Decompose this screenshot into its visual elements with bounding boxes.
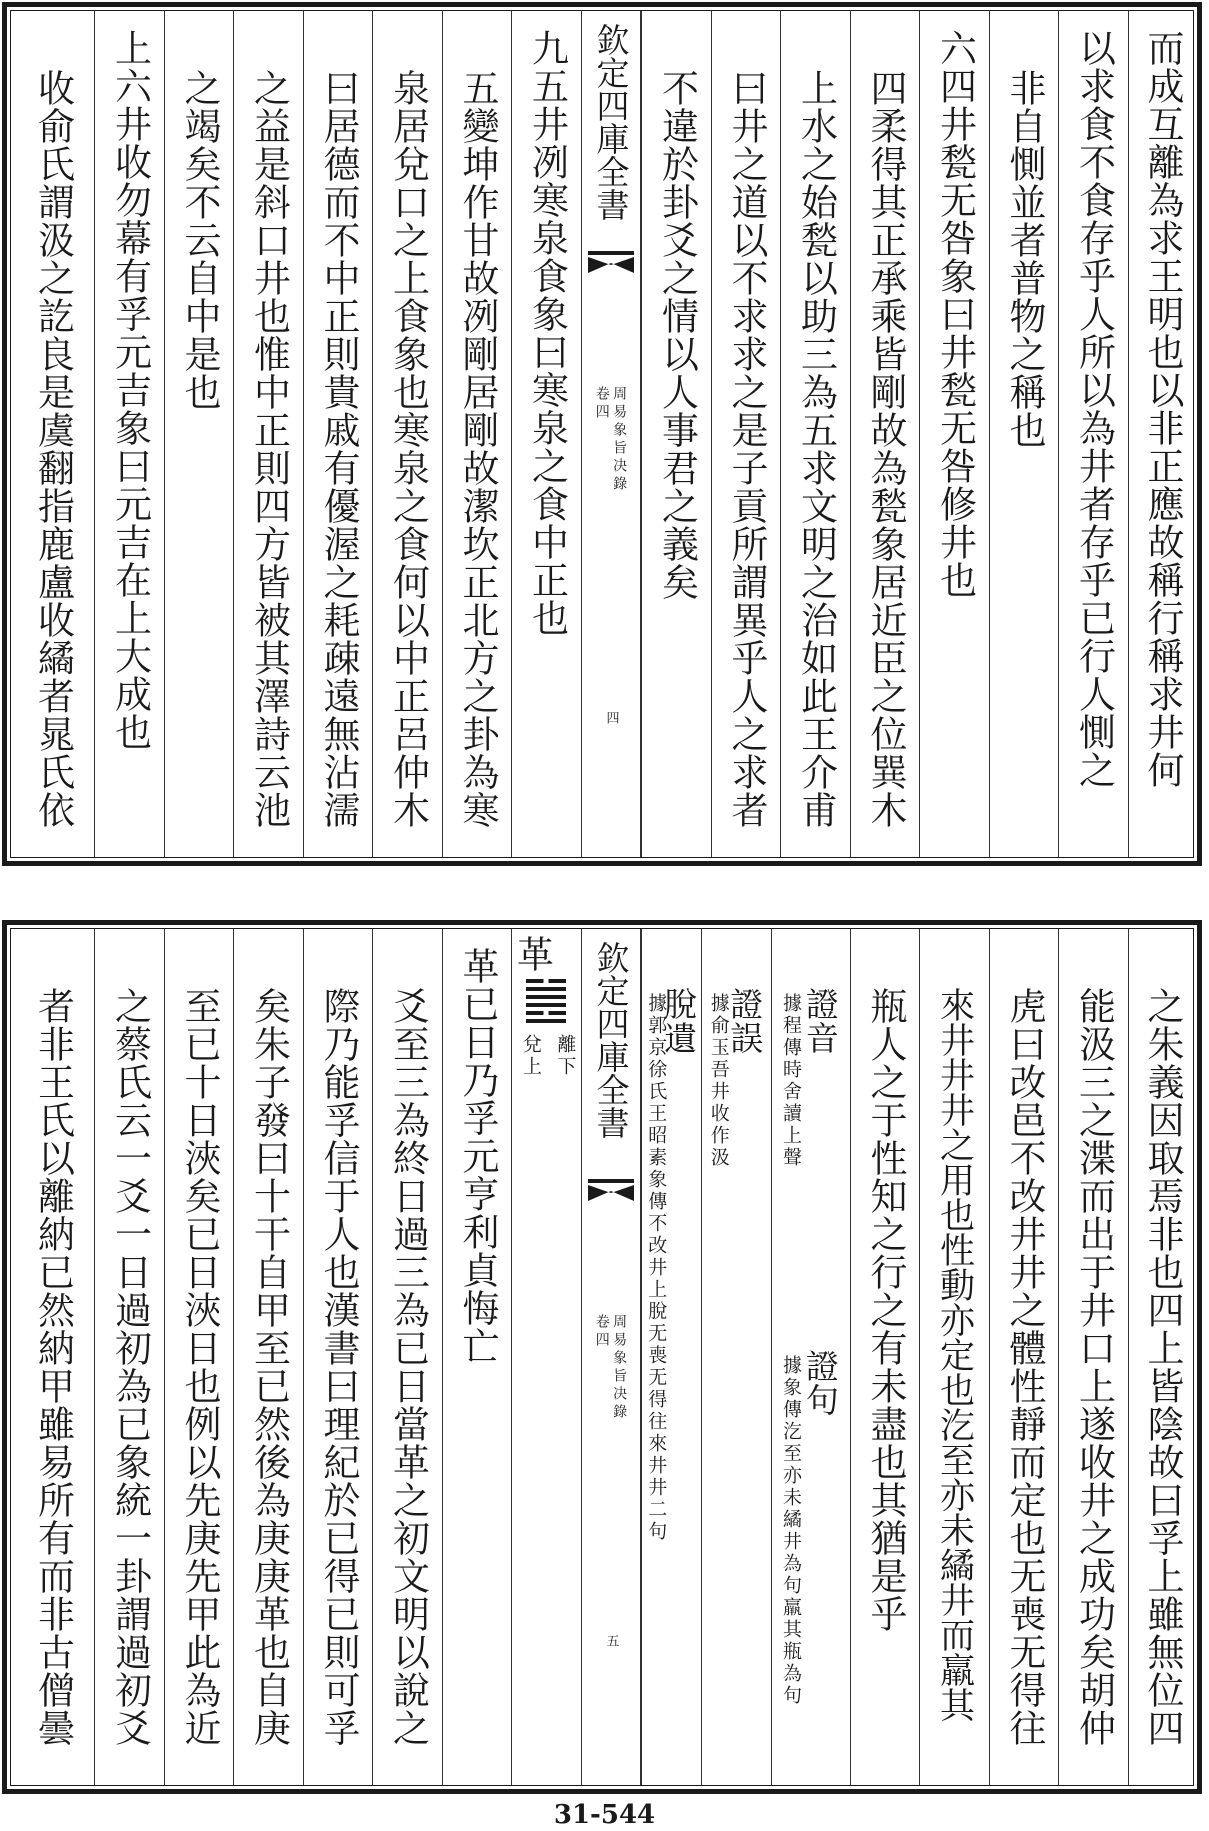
text-column: 泉居兌口之上食象也寒泉之食何以中正呂仲木 bbox=[372, 11, 442, 857]
text-column: 九五井冽寒泉食象曰寒泉之食中正也 bbox=[511, 11, 581, 857]
note-heading: 脫遺 bbox=[659, 987, 699, 1055]
text-column: 際乃能孚信于人也漢書曰理紀於已得已則可孚 bbox=[303, 929, 372, 1785]
fish-tail-mark bbox=[588, 1179, 634, 1205]
page-number: 31-544 bbox=[553, 1800, 656, 1830]
bottom-page-inner-border bbox=[10, 928, 1194, 1786]
text-column: 瓶人之于性知之行之有未盡也其猶是乎 bbox=[850, 929, 919, 1785]
fish-tail-mark bbox=[588, 251, 634, 277]
hexagram-ge-icon bbox=[526, 979, 566, 1027]
note-text: 據俞玉吾井收作汲 bbox=[707, 993, 730, 1169]
trigram-upper: 兌上 bbox=[519, 1034, 542, 1078]
text-column: 能汲三之渫而出于井口上遂收井之成功矣胡仲 bbox=[1058, 929, 1128, 1785]
hexagram-name: 革 bbox=[510, 935, 554, 973]
note-text: 據象傳汔至亦未繘井為句羸其瓶為句 bbox=[780, 1355, 802, 1707]
text-column: 上六井收勿幕有孚元吉象曰元吉在上大成也 bbox=[94, 11, 164, 857]
note-text: 據郭京徐氏王昭素象傳不改井上脫无喪无得往來井井二句 bbox=[645, 993, 668, 1543]
text-column: 者非王氏以離納已然納甲雖易所有而非古僧曇 bbox=[31, 987, 75, 1747]
text-column: 來井井井之用也性動亦定也汔至亦未繘井而羸其 bbox=[919, 929, 989, 1785]
note-heading: 證音 bbox=[800, 987, 840, 1055]
text-column: 之竭矣不云自中是也 bbox=[164, 11, 233, 857]
folio-number: 五 bbox=[603, 1634, 619, 1647]
top-page-frame bbox=[2, 2, 1202, 866]
book-series-title: 欽定四庫全書 bbox=[591, 23, 631, 221]
fish-tail-mark-icon bbox=[588, 1179, 634, 1205]
text-column: 上水之始甃以助三為五求文明之治如此王介甫 bbox=[780, 11, 850, 857]
text-column: 之益是斜口井也惟中正則四方皆被其澤詩云池 bbox=[233, 11, 303, 857]
folio-number: 四 bbox=[603, 711, 619, 724]
text-column: 非自惻並者普物之稱也 bbox=[989, 11, 1058, 857]
top-page-inner-border bbox=[10, 10, 1194, 858]
volume-label: 卷四 bbox=[593, 386, 610, 422]
center-fold-column bbox=[581, 11, 641, 857]
volume-label: 卷四 bbox=[593, 1314, 610, 1350]
note-heading: 證句 bbox=[800, 1349, 840, 1417]
trigram-lower: 離下 bbox=[554, 1034, 577, 1078]
book-series-title: 欽定四庫全書 bbox=[591, 941, 631, 1139]
text-column: 曰井之道以不求求之是子貢所謂異乎人之求者 bbox=[711, 11, 780, 857]
text-column: 虎曰改邑不改井井之體性靜而定也无喪无得往 bbox=[989, 929, 1058, 1785]
text-column: 曰居德而不中正則貴戚有優渥之耗疎遠無沾濡 bbox=[303, 11, 372, 857]
text-column: 而成互離為求王明也以非正應故稱行稱求井何 bbox=[1128, 11, 1195, 857]
annotation-column bbox=[771, 929, 850, 1785]
text-column: 之蔡氏云一爻一日過初為已象統一卦謂過初爻 bbox=[94, 929, 164, 1785]
annotation-column bbox=[641, 929, 701, 1785]
text-column: 以求食不食存乎人所以為井者存乎已行人惻之 bbox=[1058, 11, 1128, 857]
text-column: 矣朱子發曰十干自甲至已然後為庚庚革也自庚 bbox=[233, 929, 303, 1785]
text-column: 四柔得其正承乘皆剛故為甃象居近臣之位巽木 bbox=[850, 11, 919, 857]
center-fold-column bbox=[581, 929, 641, 1785]
annotation-column bbox=[701, 929, 771, 1785]
hexagram-heading-column bbox=[511, 929, 581, 1785]
text-column: 六四井甃无咎象曰井甃无咎修井也 bbox=[919, 11, 989, 857]
book-title: 周易象旨决錄 bbox=[611, 1314, 628, 1422]
text-column: 爻至三為終日過三為已日當革之初文明以說之 bbox=[372, 929, 442, 1785]
text-column: 收俞氏謂汲之訖良是虞翻指鹿盧收繘者晁氏依 bbox=[31, 69, 75, 829]
bottom-page-frame bbox=[2, 920, 1202, 1794]
text-column: 至已十日浹矣已日浹日也例以先庚先甲此為近 bbox=[164, 929, 233, 1785]
note-heading: 證誤 bbox=[725, 987, 765, 1055]
fish-tail-mark-icon bbox=[588, 251, 634, 277]
text-column: 之朱義因取焉非也四上皆陰故曰孚上雖無位四 bbox=[1128, 929, 1195, 1785]
text-column: 五變坤作甘故冽剛居剛故潔坎正北方之卦為寒 bbox=[442, 11, 511, 857]
book-title: 周易象旨决錄 bbox=[611, 386, 628, 494]
note-text: 據程傳時舍讀上聲 bbox=[780, 993, 802, 1169]
text-column: 不違於卦爻之情以人事君之義矣 bbox=[641, 11, 711, 857]
text-column: 革已日乃孚元亨利貞悔亡 bbox=[442, 929, 511, 1785]
